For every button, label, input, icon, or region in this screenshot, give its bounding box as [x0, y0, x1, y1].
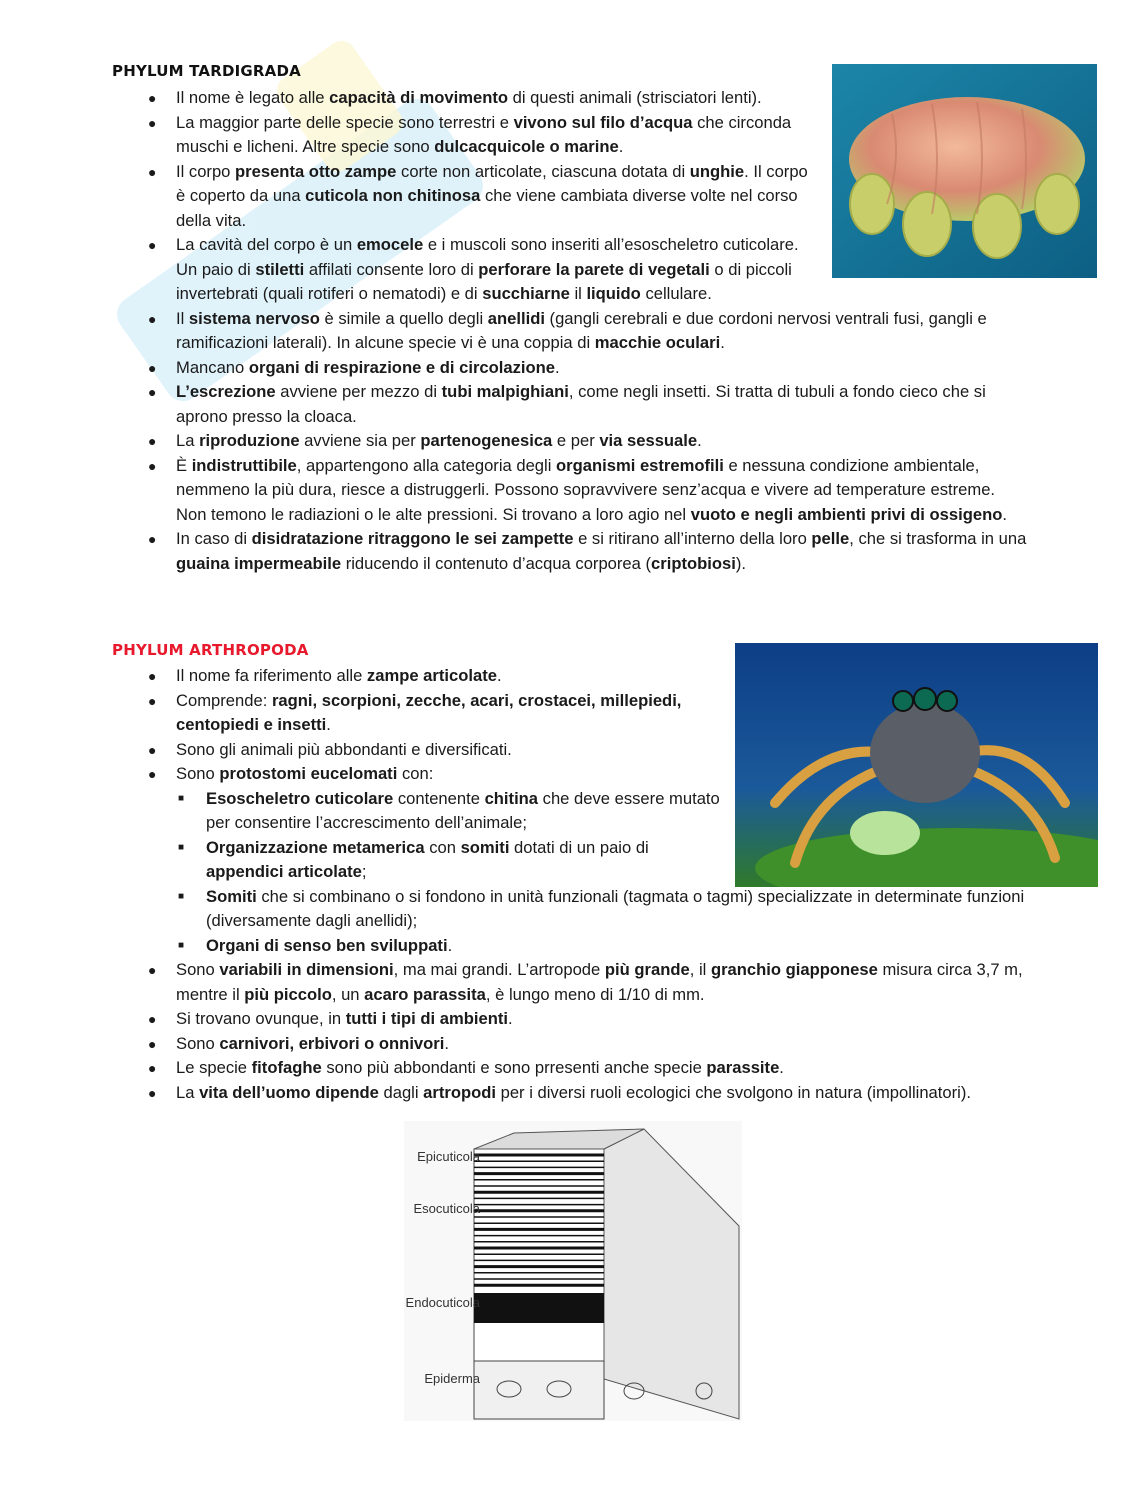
arthropoda-item-3: ● Sono protostomi eucelomati con:	[148, 762, 736, 787]
arthropoda-item-1: ● Comprende: ragni, scorpioni, zecche, acari, crostacei, millepiedi, centopiedi e insetti.	[148, 690, 682, 734]
round-bullet-icon: ●	[148, 1060, 157, 1076]
tardigrada-item-0: ● Il nome è legato alle capacità di movimento di questi animali (strisciatori lenti).	[148, 86, 816, 111]
arthropoda-item-0: ● Il nome fa riferimento alle zampe articolate.	[148, 664, 1028, 689]
label-epicuticola: Epicuticola	[417, 1149, 480, 1164]
round-bullet-icon: ●	[148, 310, 157, 327]
round-bullet-icon: ●	[148, 114, 157, 131]
round-bullet-icon: ●	[148, 359, 157, 376]
square-bullet-icon: ■	[178, 792, 185, 804]
square-bullet-icon: ■	[178, 890, 185, 902]
jumping-spider-photo	[735, 643, 1098, 887]
tardigrada-item-6: ● L’escrezione avviene per mezzo di tubi malpighiani, come negli insetti. Si tratta di tubuli a fondo cieco che si aprono presso la cloaca.	[148, 382, 986, 426]
round-bullet-icon: ●	[148, 692, 157, 709]
arthropoda-item-2: ● Sono gli animali più abbondanti e diversificati.	[148, 738, 736, 763]
square-bullet-icon: ■	[178, 939, 185, 951]
tardigrada-item-7: ● La riproduzione avviene sia per partenogenesica e per via sessuale.	[148, 429, 1028, 454]
round-bullet-icon: ●	[148, 1084, 157, 1101]
round-bullet-icon: ●	[148, 384, 157, 400]
round-bullet-icon: ●	[148, 766, 157, 782]
round-bullet-icon: ●	[148, 457, 157, 474]
arthropoda-item-4: ■ Esoscheletro cuticolare contenente chitina che deve essere mutato per consentire l’accrescimento dell’animale;	[178, 788, 720, 832]
label-epiderma: Epiderma	[424, 1371, 480, 1386]
heading-arthropoda: PHYLUM ARTHROPODA	[112, 641, 309, 659]
round-bullet-icon: ●	[148, 1035, 157, 1052]
arthropoda-item-12: ● La vita dell’uomo dipende dagli artropodi per i diversi ruoli ecologici che svolgono in natura (impollinatori).	[148, 1081, 1028, 1106]
arthropoda-item-9: ● Si trovano ovunque, in tutti i tipi di ambienti.	[148, 1007, 1028, 1032]
arthropoda-item-11: ● Le specie fitofaghe sono più abbondanti e sono prresenti anche specie parassite.	[148, 1056, 1028, 1081]
tardigrada-item-1: ● La maggior parte delle specie sono terrestri e vivono sul filo d’acqua che circonda muschi e licheni. Altre specie sono dulcacquicole o marine.	[148, 112, 792, 156]
round-bullet-icon: ●	[148, 531, 157, 547]
tardigrada-item-2: ● Il corpo presenta otto zampe corte non articolate, ciascuna dotata di unghie. Il corpo è coperto da una cuticola non chitinosa che viene cambiata diverse volte nel corso della vita.	[148, 161, 808, 230]
cuticle-diagram	[404, 1121, 742, 1421]
round-bullet-icon: ●	[148, 1011, 157, 1027]
round-bullet-icon: ●	[148, 668, 157, 684]
heading-tardigrada: PHYLUM TARDIGRADA	[112, 62, 301, 80]
arthropoda-item-10: ● Sono carnivori, erbivori o onnivori.	[148, 1032, 1028, 1057]
round-bullet-icon: ●	[148, 962, 157, 978]
arthropoda-item-5: ■ Organizzazione metamerica con somiti dotati di un paio di appendici articolate;	[178, 837, 649, 881]
label-endocuticola: Endocuticola	[405, 1295, 480, 1310]
round-bullet-icon: ●	[148, 163, 157, 180]
round-bullet-icon: ●	[148, 433, 157, 449]
arthropoda-item-7: ■ Organi di senso ben sviluppati.	[148, 934, 1028, 959]
tardigrada-item-9: ● In caso di disidratazione ritraggono le sei zampette e si ritirano all’interno della loro pelle, che si trasforma in una guaina impermeabile riducendo il contenuto d’acqua corporea (criptobiosi).	[148, 529, 1027, 573]
arthropoda-item-6: ■ Somiti che si combinano o si fondono in unità funzionali (tagmata o tagmi) specializzate in determinate funzioni (diversamente dagli anellidi);	[178, 886, 1025, 930]
round-bullet-icon: ●	[148, 741, 157, 758]
label-esocuticola: Esocuticola	[413, 1201, 480, 1216]
tardigrada-item-3: ● La cavità del corpo è un emocele e i muscoli sono inseriti all’esoscheletro cuticolare. Un paio di stiletti affilati consente loro di perforare la parete di vegetali o di piccoli invertebrati (quali rotiferi o nematodi) e di succhiarne il liquido cellulare.	[148, 235, 799, 303]
round-bullet-icon: ●	[148, 237, 157, 253]
tardigrada-item-8: ● È indistruttibile, appartengono alla categoria degli organismi estremofili e nessuna condizione ambientale, nemmeno la più dura, riesce a distruggerli. Possono sopravvivere senz’acqua e vivere ad temperature estreme. Non temono le radiazioni o le alte pressioni. Si trovano a loro agio nel vuoto e negli ambienti privi di ossigeno.	[148, 455, 1007, 524]
tardigrada-item-4: ● Il sistema nervoso è simile a quello degli anellidi (gangli cerebrali e due cordoni nervosi ventrali fusi, gangli e ramificazioni laterali). In alcune specie vi è una coppia di macchie oculari.	[148, 308, 987, 352]
round-bullet-icon: ●	[148, 90, 157, 106]
square-bullet-icon: ■	[178, 841, 185, 853]
tardigrada-item-5: ● Mancano organi di respirazione e di circolazione.	[148, 356, 1028, 381]
arthropoda-item-8: ● Sono variabili in dimensioni, ma mai grandi. L’artropode più grande, il granchio giapponese misura circa 3,7 m, mentre il più piccolo, un acaro parassita, è lungo meno di 1/10 di mm.	[148, 960, 1023, 1004]
tardigrade-photo	[832, 64, 1097, 278]
